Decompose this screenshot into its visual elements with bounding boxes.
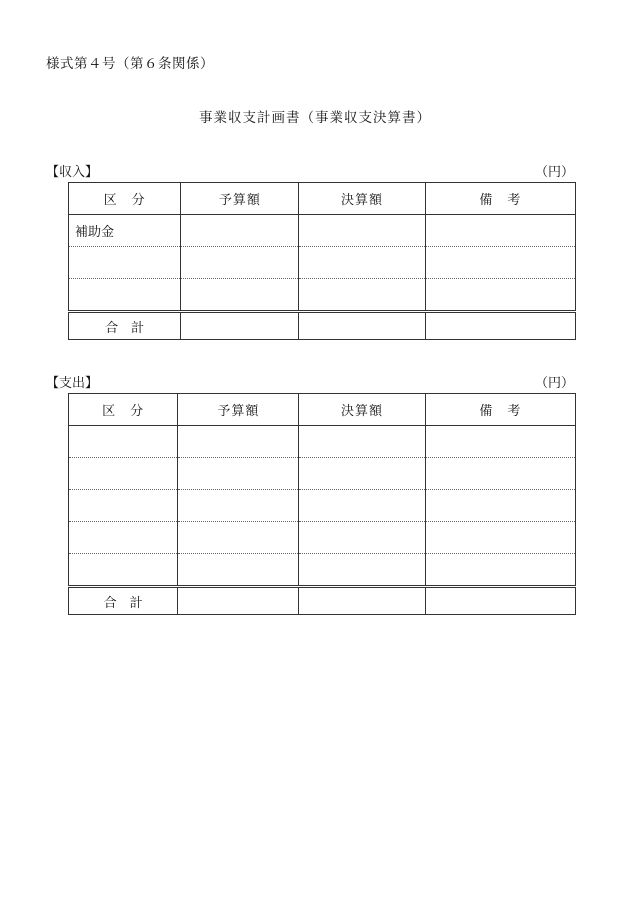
cell-category[interactable] <box>69 279 181 312</box>
total-remarks[interactable] <box>425 312 575 340</box>
cell-category[interactable] <box>69 426 178 458</box>
cell-settlement[interactable] <box>299 522 425 554</box>
expense-total-row <box>69 587 576 615</box>
total-label: 合 計 <box>69 312 181 340</box>
cell-category[interactable] <box>69 522 178 554</box>
cell-settlement[interactable] <box>299 247 425 279</box>
form-number: 様式第４号（第６条関係） <box>46 56 214 72</box>
expense-header-row <box>69 394 576 426</box>
col-remarks: 備 考 <box>425 394 575 426</box>
cell-settlement[interactable] <box>299 215 425 247</box>
cell-settlement[interactable] <box>299 490 425 522</box>
total-settlement[interactable] <box>299 587 425 615</box>
income-unit: （円） <box>534 165 574 180</box>
table-row <box>69 522 576 554</box>
income-header-row <box>69 183 576 215</box>
cell-budget[interactable] <box>181 279 299 312</box>
expense-heading: 【支出】 <box>46 376 99 391</box>
cell-remarks[interactable] <box>425 490 575 522</box>
col-category: 区 分 <box>69 183 181 215</box>
cell-category[interactable]: 補助金 <box>69 215 181 247</box>
table-row <box>69 247 576 279</box>
cell-remarks[interactable] <box>425 554 575 587</box>
total-settlement[interactable] <box>299 312 425 340</box>
expense-section-header <box>46 372 574 391</box>
table-row <box>69 215 576 247</box>
cell-category[interactable] <box>69 247 181 279</box>
col-settlement: 決算額 <box>299 183 425 215</box>
total-remarks[interactable] <box>425 587 575 615</box>
cell-remarks[interactable] <box>425 458 575 490</box>
cell-budget[interactable] <box>178 490 299 522</box>
cell-remarks[interactable] <box>425 215 575 247</box>
col-settlement: 決算額 <box>299 394 425 426</box>
col-category: 区 分 <box>69 394 178 426</box>
table-row <box>69 426 576 458</box>
income-section-header <box>46 161 574 180</box>
total-label: 合 計 <box>69 587 178 615</box>
col-budget: 予算額 <box>178 394 299 426</box>
cell-settlement[interactable] <box>299 458 425 490</box>
cell-remarks[interactable] <box>425 279 575 312</box>
table-row <box>69 490 576 522</box>
table-row <box>69 279 576 312</box>
document-title: 事業収支計画書（事業収支決算書） <box>199 110 431 126</box>
cell-budget[interactable] <box>181 215 299 247</box>
cell-remarks[interactable] <box>425 426 575 458</box>
table-row <box>69 458 576 490</box>
cell-category[interactable] <box>69 490 178 522</box>
income-heading: 【収入】 <box>46 165 99 180</box>
cell-settlement[interactable] <box>299 554 425 587</box>
cell-budget[interactable] <box>178 458 299 490</box>
total-budget[interactable] <box>181 312 299 340</box>
cell-budget[interactable] <box>178 522 299 554</box>
total-budget[interactable] <box>178 587 299 615</box>
cell-settlement[interactable] <box>299 426 425 458</box>
cell-remarks[interactable] <box>425 247 575 279</box>
col-remarks: 備 考 <box>425 183 575 215</box>
cell-budget[interactable] <box>178 426 299 458</box>
expense-unit: （円） <box>534 376 574 391</box>
cell-budget[interactable] <box>178 554 299 587</box>
cell-category[interactable] <box>69 554 178 587</box>
expense-table <box>68 393 576 615</box>
cell-category[interactable] <box>69 458 178 490</box>
cell-budget[interactable] <box>181 247 299 279</box>
income-total-row <box>69 312 576 340</box>
income-table <box>68 182 576 340</box>
col-budget: 予算額 <box>181 183 299 215</box>
table-row <box>69 554 576 587</box>
cell-settlement[interactable] <box>299 279 425 312</box>
cell-remarks[interactable] <box>425 522 575 554</box>
